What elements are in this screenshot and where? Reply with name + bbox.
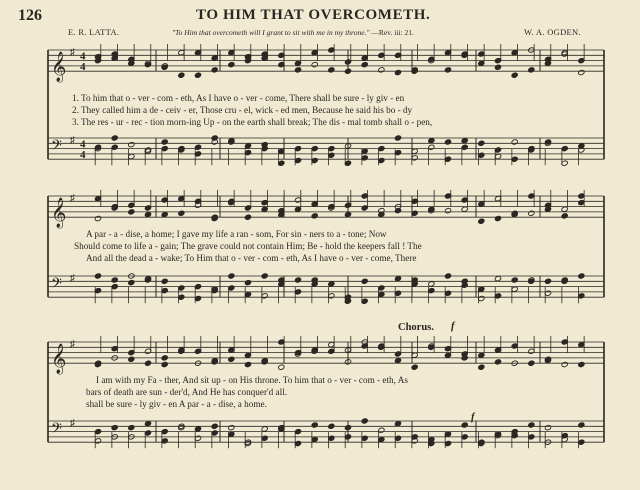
notehead (294, 277, 301, 283)
notehead (394, 421, 401, 427)
hymn-title: TO HIM THAT OVERCOMETH. (196, 7, 431, 23)
notehead (144, 421, 151, 427)
notehead (494, 64, 501, 70)
notehead (328, 67, 335, 73)
bass-clef: 𝄢 (51, 137, 62, 158)
notehead (578, 422, 585, 428)
notehead (444, 67, 451, 73)
notehead (311, 422, 318, 428)
notehead (578, 273, 585, 279)
notehead (311, 62, 318, 68)
lyric-line-s2-v1: A par - a - dise, a home; I gave my life a ran - som, For sin - ners to a - tone; Now (86, 229, 387, 239)
notehead (178, 72, 185, 78)
notehead (161, 139, 168, 145)
author-credit: E. R. LATTA. (68, 27, 120, 37)
notehead (444, 208, 451, 214)
notehead (528, 67, 535, 73)
notehead (344, 211, 351, 217)
notehead (161, 361, 168, 367)
dynamic-forte-bass: f (471, 412, 475, 423)
notehead (561, 213, 568, 219)
notehead (528, 422, 535, 428)
notehead (311, 213, 318, 219)
notehead (111, 135, 118, 141)
bass-clef: 𝄢 (51, 275, 62, 296)
notehead (94, 215, 101, 221)
notehead (444, 273, 451, 279)
notehead (344, 425, 351, 431)
notehead (128, 356, 135, 362)
notehead (478, 364, 485, 370)
notehead (111, 277, 118, 283)
notehead (228, 62, 235, 68)
notehead (461, 138, 468, 144)
notehead (111, 425, 118, 431)
notehead (378, 67, 385, 73)
notehead (578, 69, 585, 75)
chorus-label: Chorus. (398, 322, 434, 333)
notehead (261, 273, 268, 279)
notehead (161, 355, 168, 361)
notehead (394, 135, 401, 141)
notehead (144, 211, 151, 217)
notehead (494, 215, 501, 221)
notehead (328, 423, 335, 429)
notehead (344, 68, 351, 74)
time-signature-bottom: 4 (80, 149, 86, 162)
notehead (478, 352, 485, 358)
notehead (244, 361, 251, 367)
notehead (128, 425, 135, 431)
key-signature-sharp: ♯ (70, 339, 75, 350)
lyric-line-s3-v2: bars of death are sun - der'd, And He has conquer'd all. (86, 387, 288, 397)
key-signature-sharp: ♯ (70, 193, 75, 204)
notehead (294, 60, 301, 66)
notehead (561, 206, 568, 212)
notehead (294, 206, 301, 212)
notehead (361, 62, 368, 68)
key-signature-sharp: ♯ (70, 135, 75, 146)
notehead (128, 280, 135, 286)
notehead (361, 418, 368, 424)
notehead (461, 206, 468, 212)
notehead (178, 210, 185, 216)
lyric-line-s1-v2: 2. They called him a de - ceiv - er, Those cru - el, wick - ed men, Because he said his bo - dy (72, 105, 413, 115)
notehead (211, 67, 218, 73)
treble-clef: 𝄞 (51, 198, 67, 229)
notehead (428, 138, 435, 144)
notehead (544, 278, 551, 284)
notehead (244, 280, 251, 286)
notehead (228, 425, 235, 431)
notehead (128, 209, 135, 215)
lyric-line-s3-v1: I am with my Fa - ther, And sit up - on His throne. To him that o - ver - com - eth, As (96, 375, 408, 385)
notehead (578, 361, 585, 367)
notehead (278, 364, 285, 370)
notehead (411, 364, 418, 370)
notehead (244, 143, 251, 149)
notehead (494, 359, 501, 365)
page-number: 126 (18, 7, 42, 24)
notehead (511, 277, 518, 283)
notehead (244, 214, 251, 220)
bass-clef: 𝄢 (51, 420, 62, 441)
notehead (161, 211, 168, 217)
key-signature-sharp: ♯ (70, 418, 75, 429)
notehead (494, 276, 501, 282)
treble-clef: 𝄞 (51, 344, 67, 375)
notehead (261, 426, 268, 432)
notehead (478, 60, 485, 66)
notehead (94, 273, 101, 279)
notehead (394, 69, 401, 75)
time-signature-bottom: 4 (80, 61, 86, 74)
treble-clef: 𝄞 (51, 52, 67, 83)
notehead (544, 425, 551, 431)
notehead (528, 360, 535, 366)
notehead (561, 361, 568, 367)
lyric-line-s3-v3: shall be sure - ly giv - en A par - a - dise, a home. (86, 399, 267, 409)
notehead (511, 72, 518, 78)
notehead (394, 357, 401, 363)
notehead (194, 426, 201, 432)
notehead (228, 356, 235, 362)
notehead (528, 210, 535, 216)
notehead (361, 278, 368, 284)
notehead (444, 352, 451, 358)
lyric-line-s1-v1: 1. To him that o - ver - com - eth, As I have o - ver - come, There shall be sure - ly giv - en (72, 93, 405, 103)
notehead (428, 281, 435, 287)
notehead (461, 422, 468, 428)
notehead (194, 72, 201, 78)
notehead (211, 423, 218, 429)
time-signature-top: 4 (80, 138, 86, 151)
notehead (394, 276, 401, 282)
epigraph-text: "To Him that overcometh will I grant to sit with me in my throne." (172, 28, 370, 37)
epigraph-reference: —Rev. iii: 21. (371, 28, 414, 37)
composer-credit: W. A. OGDEN. (524, 27, 581, 37)
notehead (478, 140, 485, 146)
notehead (244, 352, 251, 358)
notehead (328, 281, 335, 287)
time-signature-top: 4 (80, 50, 86, 63)
lyric-line-s2-v3: And all the dead a - wake; To Him that o - ver - com - eth, As I have o - ver - come, There (86, 253, 417, 263)
notehead (261, 206, 268, 212)
notehead (511, 139, 518, 145)
notehead (478, 218, 485, 224)
notehead (161, 278, 168, 284)
dynamic-forte: f (451, 321, 455, 332)
notehead (228, 273, 235, 279)
notehead (294, 67, 301, 73)
key-signature-sharp: ♯ (70, 273, 75, 284)
notehead (144, 360, 151, 366)
lyric-line-s2-v2: Should come to life a - gain; The grave could not contain Him; Be - hold the keepers fall ! The (74, 241, 422, 251)
epigraph (172, 28, 414, 37)
lyric-line-s1-v3: 3. The res - ur - rec - tion morn-ing Up - on the earth shall break; The dis - mal tomb shall o - pen, (72, 117, 433, 127)
notehead (444, 139, 451, 145)
key-signature-sharp: ♯ (70, 47, 75, 58)
notehead (128, 142, 135, 148)
